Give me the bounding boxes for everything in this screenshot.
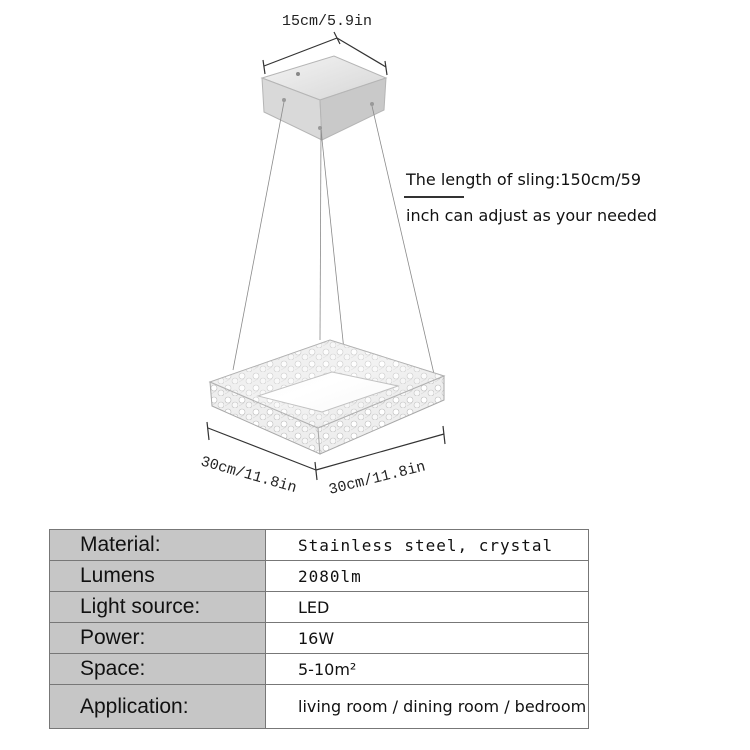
spec-value: Stainless steel, crystal <box>266 530 589 561</box>
spec-row-material <box>50 530 589 561</box>
sling-note-line-1: The length of sling:150cm/59 <box>406 170 642 189</box>
spec-label: Material: <box>50 530 266 561</box>
spec-label: Space: <box>50 654 266 685</box>
spec-value: living room / dining room / bedroom <box>266 685 589 729</box>
sling-note-underline <box>404 196 464 198</box>
spec-label: Light source: <box>50 592 266 623</box>
spec-value: 16W <box>266 623 589 654</box>
sling-note-line-2: inch can adjust as your needed <box>406 206 657 225</box>
bottom-right-dimension-label: 30cm/11.8in <box>327 458 428 499</box>
crystal-ring <box>210 340 444 454</box>
top-dimension-label: 15cm/5.9in <box>282 13 373 30</box>
spec-row-lumens <box>50 561 589 592</box>
spec-value: LED <box>266 592 589 623</box>
spec-row-light-source <box>50 592 589 623</box>
spec-label: Application: <box>50 685 266 729</box>
spec-value: 5-10m² <box>266 654 589 685</box>
spec-row-space <box>50 654 589 685</box>
spec-label: Lumens <box>50 561 266 592</box>
bottom-left-dimension-label: 30cm/11.8in <box>198 453 299 498</box>
spec-row-application <box>50 685 589 729</box>
spec-row-power <box>50 623 589 654</box>
spec-label: Power: <box>50 623 266 654</box>
ceiling-canopy <box>262 56 386 140</box>
spec-table <box>49 529 589 729</box>
spec-value: 2080lm <box>266 561 589 592</box>
sling-wires <box>233 102 434 374</box>
